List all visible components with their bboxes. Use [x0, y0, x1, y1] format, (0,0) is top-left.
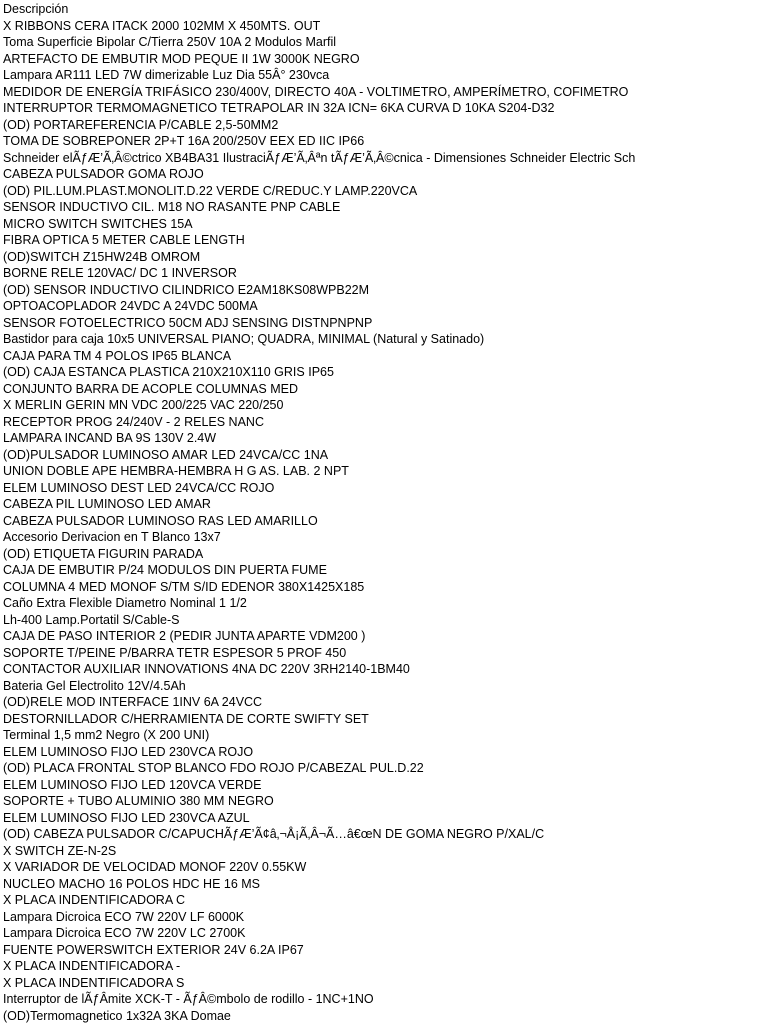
description-row: Lampara AR111 LED 7W dimerizable Luz Dia 55Â° 230vca [3, 68, 330, 82]
description-row: COLUMNA 4 MED MONOF S/TM S/ID EDENOR 380X1425X185 [3, 579, 365, 594]
description-row: CAJA DE EMBUTIR P/24 MODULOS DIN PUERTA FUME [3, 563, 327, 577]
description-row: (OD)Termomagnetico 1x32A 3KA Domae [3, 1008, 231, 1023]
description-row: CAJA PARA TM 4 POLOS IP65 BLANCA [3, 348, 232, 363]
description-row: TOMA DE SOBREPONER 2P+T 16A 200/250V EEX ED IIC IP66 [3, 134, 365, 148]
description-row: (OD) PIL.LUM.PLAST.MONOLIT.D.22 VERDE C/REDUC.Y LAMP.220VCA [3, 183, 418, 198]
description-row: DESTORNILLADOR C/HERRAMIENTA DE CORTE SWIFTY SET [3, 711, 369, 726]
description-row: X PLACA INDENTIFICADORA C [3, 893, 185, 907]
description-row: SOPORTE T/PEINE P/BARRA TETR ESPESOR 5 PROF 450 [3, 645, 347, 660]
description-row: X MERLIN GERIN MN VDC 200/225 VAC 220/250 [3, 398, 284, 412]
description-row: SENSOR INDUCTIVO CIL. M18 NO RASANTE PNP CABLE [3, 200, 341, 214]
description-row: (OD) CABEZA PULSADOR C/CAPUCHÃƒÆ’Ã¢â‚¬Å¡Ã‚Â¬Ã…â€œN DE GOMA NEGRO P/XAL/C [3, 827, 545, 841]
description-row: INTERRUPTOR TERMOMAGNETICO TETRAPOLAR IN 32A ICN= 6KA CURVA D 10KA S204-D32 [3, 101, 555, 115]
description-row: UNION DOBLE APE HEMBRA-HEMBRA H G AS. LAB. 2 NPT [3, 464, 349, 478]
description-row: (OD) SENSOR INDUCTIVO CILINDRICO E2AM18KS08WPB22M [3, 282, 370, 297]
description-row: MEDIDOR DE ENERGÍA TRIFÁSICO 230/400V, DIRECTO 40A - VOLTIMETRO, AMPERÍMETRO, COFIMETRO [3, 84, 629, 99]
description-row: FIBRA OPTICA 5 METER CABLE LENGTH [3, 233, 245, 247]
description-row: Accesorio Derivacion en T Blanco 13x7 [3, 530, 221, 544]
description-row: Bastidor para caja 10x5 UNIVERSAL PIANO; QUADRA, MINIMAL (Natural y Satinado) [3, 332, 485, 346]
description-row: CABEZA PULSADOR LUMINOSO RAS LED AMARILLO [3, 513, 318, 528]
description-row: Schneider elÃƒÆ’Ã‚Â©ctrico XB4BA31 IlustraciÃƒÆ’Ã‚Âªn tÃƒÆ’Ã‚Â©cnica - Dimensiones Schneider Electric Sch [3, 150, 636, 165]
description-row: ELEM LUMINOSO DEST LED 24VCA/CC ROJO [3, 480, 275, 495]
description-row: OPTOACOPLADOR 24VDC A 24VDC 500MA [3, 299, 258, 313]
description-row: (OD)SWITCH Z15HW24B OMROM [3, 249, 201, 264]
description-row: (OD)PULSADOR LUMINOSO AMAR LED 24VCA/CC 1NA [3, 447, 329, 462]
description-row: X RIBBONS CERA ITACK 2000 102MM X 450MTS. OUT [3, 18, 321, 33]
description-row: Caño Extra Flexible Diametro Nominal 1 1/2 [3, 596, 247, 610]
description-row: (OD) PORTAREFERENCIA P/CABLE 2,5-50MM2 [3, 117, 279, 132]
description-row: ELEM LUMINOSO FIJO LED 230VCA ROJO [3, 744, 254, 759]
description-row: RECEPTOR PROG 24/240V - 2 RELES NANC [3, 414, 264, 429]
description-row: Bateria Gel Electrolito 12V/4.5Ah [3, 678, 186, 693]
description-row: BORNE RELE 120VAC/ DC 1 INVERSOR [3, 266, 237, 280]
description-row: MICRO SWITCH SWITCHES 15A [3, 216, 193, 231]
description-row: LAMPARA INCAND BA 9S 130V 2.4W [3, 431, 217, 445]
description-row: X PLACA INDENTIFICADORA S [3, 975, 185, 990]
description-row: (OD) ETIQUETA FIGURIN PARADA [3, 546, 204, 561]
description-row: CABEZA PULSADOR GOMA ROJO [3, 167, 204, 181]
description-row: Lampara Dicroica ECO 7W 220V LC 2700K [3, 926, 246, 940]
description-row: CABEZA PIL LUMINOSO LED AMAR [3, 497, 211, 511]
description-row: SOPORTE + TUBO ALUMINIO 380 MM NEGRO [3, 794, 274, 808]
description-row: FUENTE POWERSWITCH EXTERIOR 24V 6.2A IP67 [3, 942, 304, 957]
column-header-description: Descripción [3, 2, 69, 16]
description-row: ARTEFACTO DE EMBUTIR MOD PEQUE II 1W 3000K NEGRO [3, 51, 360, 66]
description-row: SENSOR FOTOELECTRICO 50CM ADJ SENSING DISTNPNPNP [3, 315, 373, 330]
description-row: X PLACA INDENTIFICADORA - [3, 959, 181, 973]
description-row: (OD) PLACA FRONTAL STOP BLANCO FDO ROJO P/CABEZAL PUL.D.22 [3, 761, 424, 775]
description-row: CAJA DE PASO INTERIOR 2 (PEDIR JUNTA APARTE VDM200 ) [3, 629, 366, 643]
description-row: Lampara Dicroica ECO 7W 220V LF 6000K [3, 909, 245, 924]
description-row: ELEM LUMINOSO FIJO LED 230VCA AZUL [3, 810, 250, 825]
description-row: X VARIADOR DE VELOCIDAD MONOF 220V 0.55KW [3, 860, 307, 874]
description-row: ELEM LUMINOSO FIJO LED 120VCA VERDE [3, 777, 262, 792]
description-row: (OD)RELE MOD INTERFACE 1INV 6A 24VCC [3, 695, 263, 709]
description-list [0, 18, 768, 1024]
description-row: Interruptor de lÃƒÂmite XCK-T - ÃƒÂ©mbolo de rodillo - 1NC+1NO [3, 992, 374, 1006]
description-row: CONJUNTO BARRA DE ACOPLE COLUMNAS MED [3, 381, 298, 396]
description-row: X SWITCH ZE-N-2S [3, 843, 117, 858]
description-row: (OD) CAJA ESTANCA PLASTICA 210X210X110 GRIS IP65 [3, 365, 334, 379]
description-row: Lh-400 Lamp.Portatil S/Cable-S [3, 612, 180, 627]
description-row: CONTACTOR AUXILIAR INNOVATIONS 4NA DC 220V 3RH2140-1BM40 [3, 662, 410, 676]
description-row: Terminal 1,5 mm2 Negro (X 200 UNI) [3, 728, 210, 742]
description-row: NUCLEO MACHO 16 POLOS HDC HE 16 MS [3, 876, 261, 891]
description-row: Toma Superficie Bipolar C/Tierra 250V 10A 2 Modulos Marfil [3, 35, 337, 49]
